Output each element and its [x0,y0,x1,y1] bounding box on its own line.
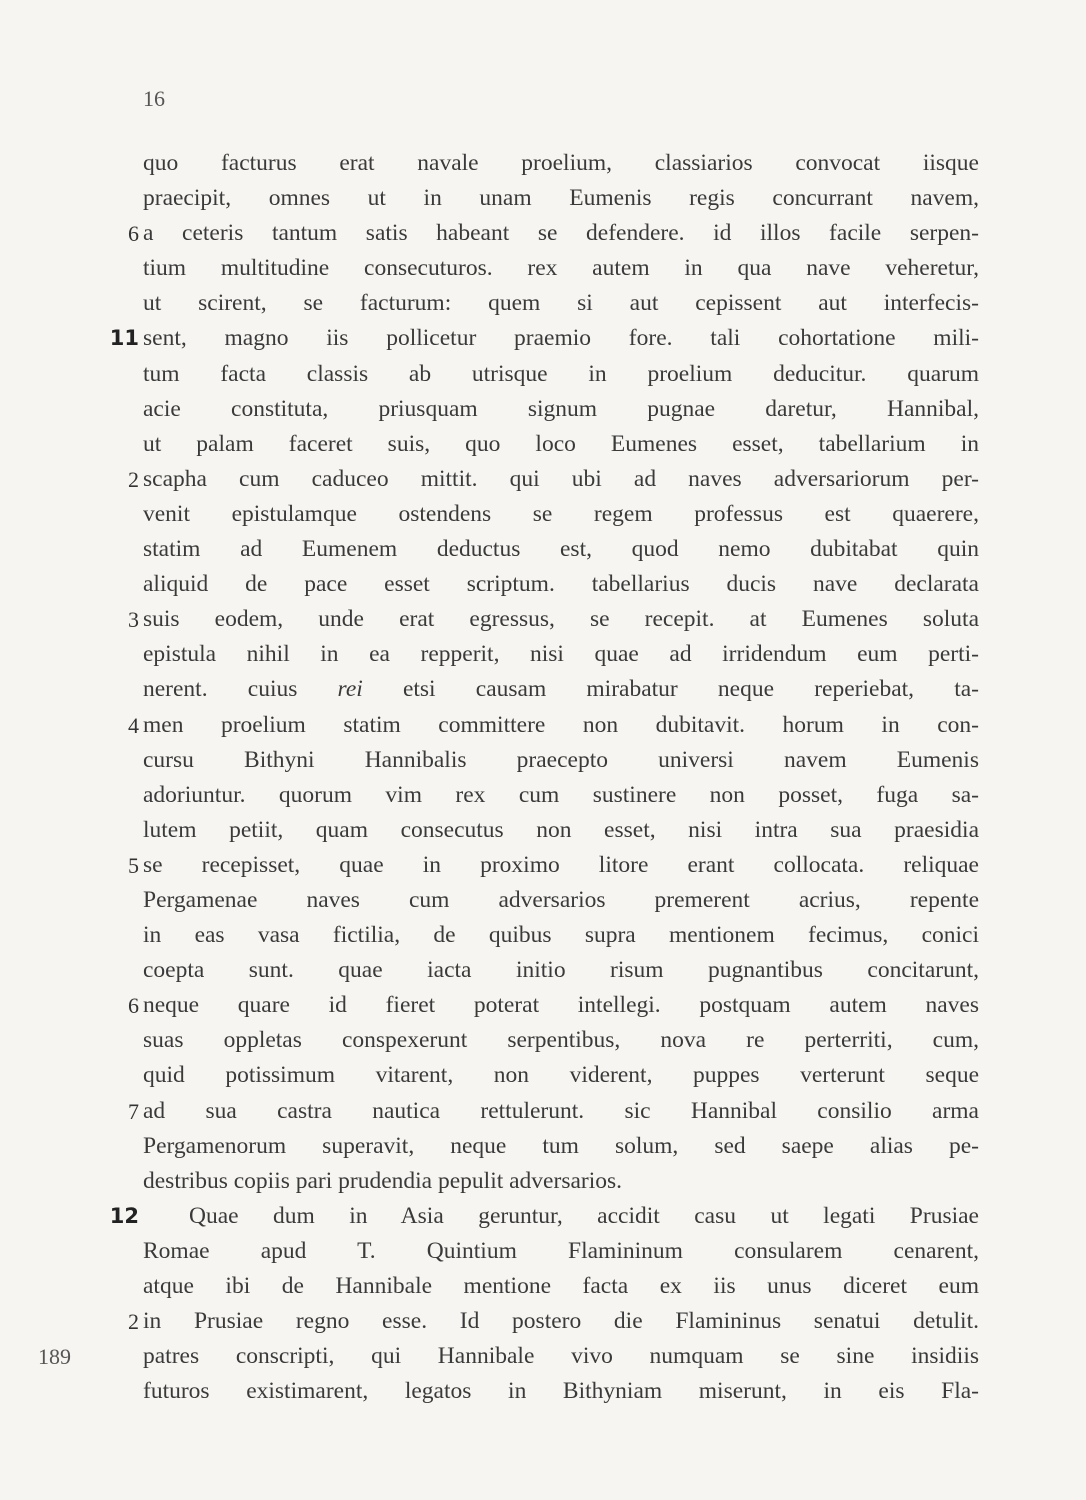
section-number: 2 [128,466,139,492]
text-line [143,427,979,462]
line-text: tium multitudine consecuturos. rex autem in qua nave veheretur, [143,255,979,282]
line-text: Quae dum in Asia geruntur, accidit casu ut legati Prusiae [189,1202,979,1229]
text-line [143,637,979,672]
text-line [109,321,979,356]
text-line [143,1269,979,1304]
line-text: statim ad Eumenem deductus est, quod nemo dubitabat quin [143,536,979,563]
section-number: 4 [128,712,139,738]
text-line [128,988,979,1023]
line-text: coepta sunt. quae iacta initio risum pugnantibus concitarunt, [143,957,979,984]
text-line [109,1199,979,1234]
line-text: cursu Bithyni Hannibalis praecepto universi navem Eumenis [143,746,979,773]
year-marker: 189 [38,1344,71,1370]
page-number: 16 [143,86,165,111]
line-text: destribus copiis pari prudendia pepulit adversarios. [143,1167,623,1194]
line-text: epistula nihil in ea repperit, nisi quae ad irridendum eum perti- [143,641,979,668]
text-line [128,848,979,883]
line-text: quo facturus erat navale proelium, classiarios convocat iisque [143,150,979,176]
line-text: acie constituta, priusquam signum pugnae daretur, Hannibal, [143,395,979,422]
text-line [143,532,979,567]
text-line [143,146,979,181]
text-line [128,708,979,743]
line-text: in eas vasa fictilia, de quibus supra mentionem fecimus, conici [143,922,979,949]
text-line [143,883,979,918]
chapter-number: 12 [109,1203,139,1228]
section-number: 7 [128,1098,139,1124]
line-text: quid potissimum vitarent, non viderent, puppes verterunt seque [143,1062,979,1089]
line-text: Pergamenorum superavit, neque tum solum, sed saepe alias pe- [143,1132,979,1159]
line-text: neque quare id fieret poterat intellegi. postquam autem naves [143,992,979,1019]
line-text: sent, magno iis pollicetur praemio fore. tali cohortatione mili- [143,325,979,352]
line-text: lutem petiit, quam consecutus non esset, nisi intra sua praesidia [143,816,979,843]
line-text: a ceteris tantum satis habeant se defendere. id illos facile serpen- [143,220,979,247]
text-line [128,462,979,497]
text-line [128,216,979,251]
text-line [143,567,979,602]
line-text: venit epistulamque ostendens se regem professus est quaerere, [143,500,979,527]
section-number: 2 [128,1309,139,1335]
line-text: praecipit, omnes ut in unam Eumenis regis concurrant navem, [143,185,979,212]
text-line [143,918,979,953]
line-text: tum facta classis ab utrisque in proelium deducitur. quarum [143,360,979,387]
line-text: se recepisset, quae in proximo litore erant collocata. reliquae [143,851,979,878]
text-line [143,1234,979,1269]
text-line [143,953,979,988]
text-line [143,672,979,707]
text-line [143,1023,979,1058]
text-line [143,392,979,427]
line-text: suis eodem, unde erat egressus, se recepit. at Eumenes soluta [143,606,979,633]
line-text: adoriuntur. quorum vim rex cum sustinere non posset, fuga sa- [143,781,979,808]
line-text: ut palam faceret suis, quo loco Eumenes esset, tabellarium in [143,430,979,457]
section-number: 6 [128,993,139,1019]
line-text-segment: nerent. cuius [143,676,338,703]
line-text: men proelium statim committere non dubitavit. horum in con- [143,711,979,738]
text-body [38,146,979,1409]
italic-word: rei [337,676,363,703]
text-line [143,743,979,778]
section-number: 6 [128,221,139,247]
line-text: ad sua castra nautica rettulerunt. sic Hannibal consilio arma [143,1097,979,1124]
text-line [143,286,979,321]
text-line [143,778,979,813]
line-text: scapha cum caduceo mittit. qui ubi ad naves adversariorum per- [143,465,979,492]
line-text: patres conscripti, qui Hannibale vivo numquam se sine insidiis [143,1343,979,1370]
line-text: suas oppletas conspexerunt serpentibus, nova re perterriti, cum, [143,1027,979,1054]
line-text: futuros existimarent, legatos in Bithyniam miserunt, in eis Fla- [143,1378,979,1405]
line-text-segment: etsi causam mirabatur neque reperiebat, ta- [362,676,979,703]
line-text: ut scirent, se facturum: quem si aut cepissent aut interfecis- [143,290,979,317]
text-line [143,497,979,532]
line-text: in Prusiae regno esse. Id postero die Flamininus senatui detulit. [143,1308,979,1335]
text-line [143,813,979,848]
section-number: 5 [128,852,139,878]
text-line [143,1058,979,1093]
text-line [143,1129,979,1164]
line-text: Pergamenae naves cum adversarios premerent acrius, repente [143,886,979,913]
text-line [143,181,979,216]
chapter-number: 11 [109,326,139,351]
text-line [143,357,979,392]
line-text: atque ibi de Hannibale mentione facta ex iis unus diceret eum [143,1273,979,1299]
text-line [143,1164,979,1199]
line-text: aliquid de pace esset scriptum. tabellarius ducis nave declarata [143,571,979,598]
text-line [128,1304,979,1339]
text-line [143,1374,979,1409]
text-line [128,602,979,637]
text-line [38,1339,979,1374]
line-text: Romae apud T. Quintium Flamininum consularem cenarent, [143,1237,979,1264]
text-line [143,251,979,286]
text-line [128,1094,979,1129]
line-text [143,672,979,707]
section-number: 3 [128,607,139,633]
